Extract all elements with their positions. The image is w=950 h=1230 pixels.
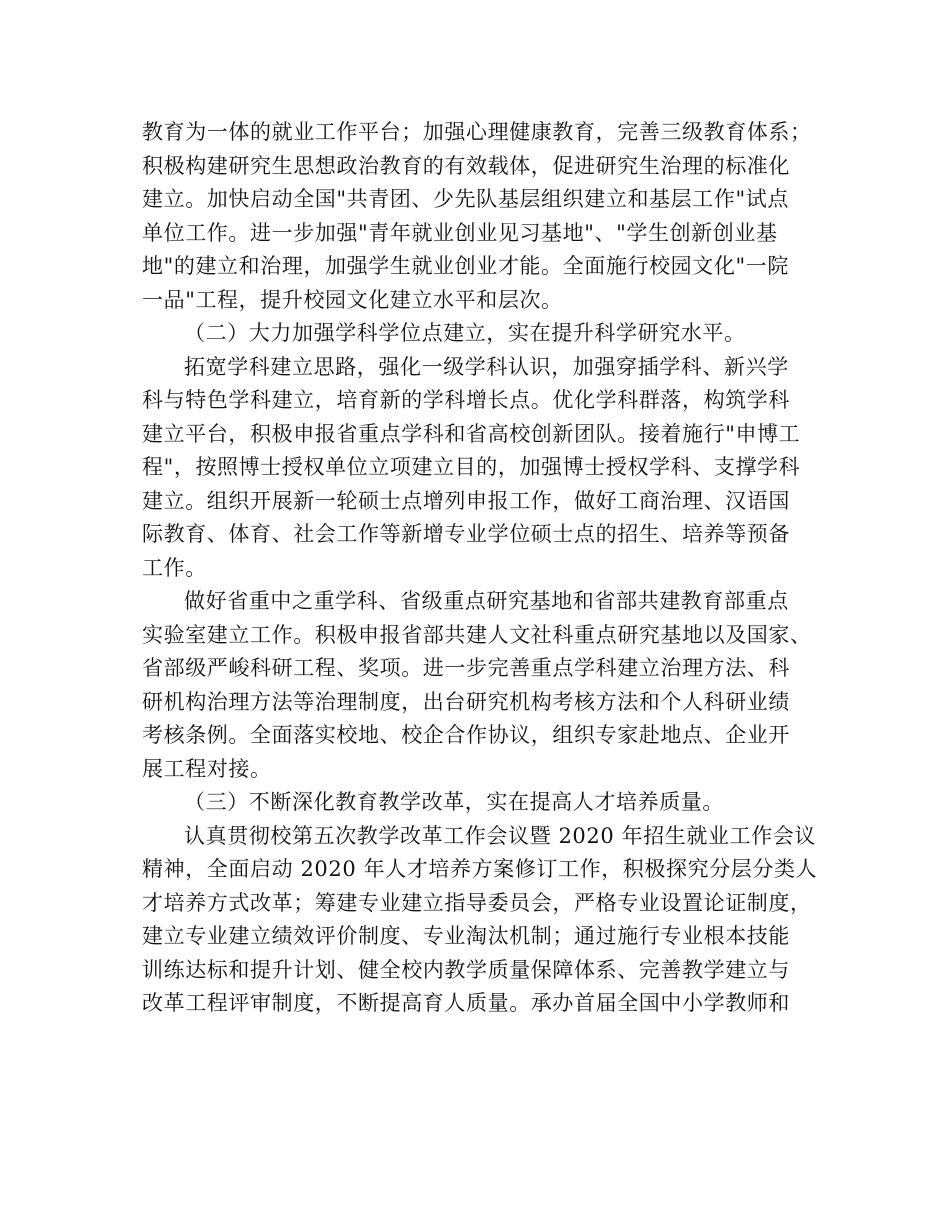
- text-line: 才培养方式改革；筹建专业建立指导委员会，严格专业设置论证制度，: [142, 890, 812, 915]
- text-line: 建立。组织开展新一轮硕士点增列申报工作，做好工商治理、汉语国: [142, 488, 790, 513]
- text-line: 改革工程评审制度，不断提高育人质量。承办首届全国中小学教师和: [142, 991, 790, 1015]
- document-body: [142, 116, 822, 1021]
- text-line: 积极构建研究生思想政治教育的有效载体，促进研究生治理的标准化: [142, 153, 790, 178]
- paragraph-first-line: 拓宽学科建立思路，强化一级学科认识，加强穿插学科、新兴学: [184, 354, 789, 379]
- text-line: 建立专业建立绩效评价制度、专业淘汰机制；通过施行专业根本技能: [142, 924, 790, 948]
- text-line: 程"，按照博士授权单位立项建立目的，加强博士授权学科、支撑学科: [142, 455, 801, 479]
- text-line: 精神，全面启动 2020 年人才培养方案修订工作，积极探究分层分类人: [142, 857, 818, 881]
- text-line: 一品"工程，提升校园文化建立水平和层次。: [142, 287, 563, 312]
- section-heading: （二）大力加强学科学位点建立，实在提升科学研究水平。: [184, 321, 746, 345]
- text-line: 际教育、体育、社会工作等新增专业学位硕士点的招生、培养等预备: [142, 522, 790, 546]
- text-line: 训练达标和提升计划、健全校内教学质量保障体系、完善教学建立与: [142, 957, 790, 982]
- text-line: 实验室建立工作。积极申报省部共建人文社科重点研究基地以及国家、: [142, 622, 812, 647]
- text-line: 地"的建立和治理，加强学生就业创业才能。全面施行校园文化"一院: [142, 254, 789, 278]
- text-line: 单位工作。进一步加强"青年就业创业见习基地"、"学生创新创业基: [142, 220, 778, 245]
- text-line: 考核条例。全面落实校地、校企合作协议，组织专家赴地点、企业开: [142, 723, 790, 747]
- section-heading: （三）不断深化教育教学改革，实在提高人才培养质量。: [184, 790, 724, 814]
- text-line: 建立平台，积极申报省重点学科和省高校创新团队。接着施行"申博工: [142, 421, 801, 446]
- text-line: 科与特色学科建立，培育新的学科增长点。优化学科群落，构筑学科: [142, 388, 790, 412]
- text-line: 展工程对接。: [142, 756, 272, 781]
- text-line: 建立。加快启动全国"共青团、少先队基层组织建立和基层工作"试点: [142, 187, 789, 211]
- text-line: 教育为一体的就业工作平台；加强心理健康教育，完善三级教育体系；: [142, 120, 812, 144]
- paragraph-first-line: 做好省重中之重学科、省级重点研究基地和省部共建教育部重点: [184, 589, 789, 613]
- paragraph-first-line: 认真贯彻校第五次教学改革工作会议暨 2020 年招生就业工作会议: [184, 823, 816, 848]
- text-line: 省部级严峻科研工程、奖项。进一步完善重点学科建立治理方法、科: [142, 656, 790, 680]
- text-line: 研机构治理方法等治理制度，出台研究机构考核方法和个人科研业绩: [142, 689, 790, 714]
- text-line: 工作。: [142, 555, 207, 580]
